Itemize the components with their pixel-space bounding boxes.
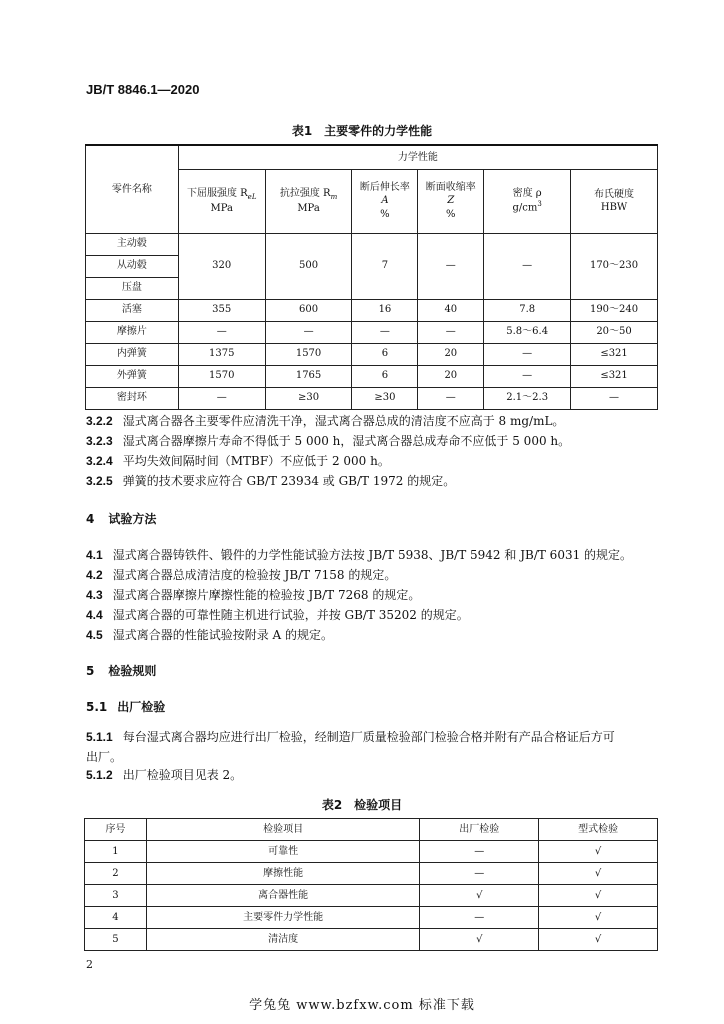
table-row: 活塞 355 600 16 40 7.8 190～240: [86, 299, 658, 321]
header-mech-props: 力学性能: [178, 145, 657, 169]
header-col-reduction: 断面收缩率 Z %: [418, 169, 484, 233]
part-name: 主动毂: [86, 233, 179, 255]
footer-watermark: 学兔兔 www.bzfxw.com 标准下载: [249, 998, 475, 1013]
header-type-inspection: 型式检验: [539, 819, 658, 841]
part-name: 摩擦片: [86, 321, 179, 343]
header-col-yield: 下屈服强度 $R_{eL}$ MPa: [178, 169, 265, 233]
clause-4-4: 4.4 湿式离合器的可靠性随主机进行试验，并按 GB/T 35202 的规定。: [86, 608, 469, 622]
table-row: 内弹簧 1375 1570 6 20 — ≤321: [86, 343, 658, 365]
standard-number: JB/T 8846.1—2020: [86, 82, 200, 97]
header-seq: 序号: [85, 819, 147, 841]
clause-5-1-1: 5.1.1 每台湿式离合器均应进行出厂检验，经制造厂质量检验部门检验合格并附有产品合格证后方可: [86, 730, 615, 744]
table-row: 1 可靠性 — √: [85, 841, 658, 863]
clause-4-2: 4.2 湿式离合器总成清洁度的检验按 JB/T 7158 的规定。: [86, 568, 397, 582]
table-row: 2 摩擦性能 — √: [85, 863, 658, 885]
part-name: 内弹簧: [86, 343, 179, 365]
clause-3-2-3: 3.2.3 湿式离合器摩擦片寿命不得低于 5 000 h，湿式离合器总成寿命不应低于 5 000 h。: [86, 434, 571, 448]
part-name: 压盘: [86, 277, 179, 299]
part-name: 从动毂: [86, 255, 179, 277]
clause-3-2-5: 3.2.5 弹簧的技术要求应符合 GB/T 23934 或 GB/T 1972 的规定。: [86, 474, 456, 488]
clause-3-2-2: 3.2.2 湿式离合器各主要零件应清洗干净，湿式离合器总成的清洁度不应高于 8 mg/mL。: [86, 414, 565, 428]
table2-title: 表2 检验项目: [321, 798, 403, 812]
table2: [84, 818, 658, 951]
clause-5-1-1-continued: 出厂。: [86, 750, 123, 764]
section-4-heading: 4 试验方法: [86, 512, 157, 526]
header-part-name: 零件名称: [86, 145, 179, 233]
part-name: 外弹簧: [86, 365, 179, 387]
header-col-tensile: 抗拉强度 $R_m$ MPa: [265, 169, 352, 233]
table-row: 密封环 — ≥30 ≥30 — 2.1～2.3 —: [86, 387, 658, 409]
page-number: 2: [86, 958, 93, 971]
section-5-1-heading: 5.1 出厂检验: [86, 700, 166, 714]
table-row: 摩擦片 — — — — 5.8～6.4 20～50: [86, 321, 658, 343]
table-row: 3 离合器性能 √ √: [85, 885, 658, 907]
clause-4-3: 4.3 湿式离合器摩擦片摩擦性能的检验按 JB/T 7268 的规定。: [86, 588, 421, 602]
header-col-hardness: 布氏硬度 HBW: [571, 169, 658, 233]
clause-4-1: 4.1 湿式离合器铸铁件、锻件的力学性能试验方法按 JB/T 5938、JB/T 5942 和 JB/T 6031 的规定。: [86, 548, 633, 562]
table-row: 4 主要零件力学性能 — √: [85, 907, 658, 929]
clause-3-2-4: 3.2.4 平均失效间隔时间（MTBF）不应低于 2 000 h。: [86, 454, 390, 468]
table-row: 5 清洁度 √ √: [85, 929, 658, 951]
table1: [85, 144, 658, 410]
part-name: 活塞: [86, 299, 179, 321]
header-col-density: 密度 ρ $g/cm^3$: [484, 169, 571, 233]
table-row: 外弹簧 1570 1765 6 20 — ≤321: [86, 365, 658, 387]
clause-5-1-2: 5.1.2 出厂检验项目见表 2。: [86, 768, 243, 782]
header-factory-inspection: 出厂检验: [420, 819, 539, 841]
clause-4-5: 4.5 湿式离合器的性能试验按附录 A 的规定。: [86, 628, 333, 642]
table-row: 主动毂 320 500 7 — — 170～230: [86, 233, 658, 255]
header-col-elongation: 断后伸长率 A %: [352, 169, 418, 233]
table1-title: 表1 主要零件的力学性能: [291, 124, 433, 138]
section-5-heading: 5 检验规则: [86, 664, 157, 678]
part-name: 密封环: [86, 387, 179, 409]
header-item: 检验项目: [146, 819, 420, 841]
